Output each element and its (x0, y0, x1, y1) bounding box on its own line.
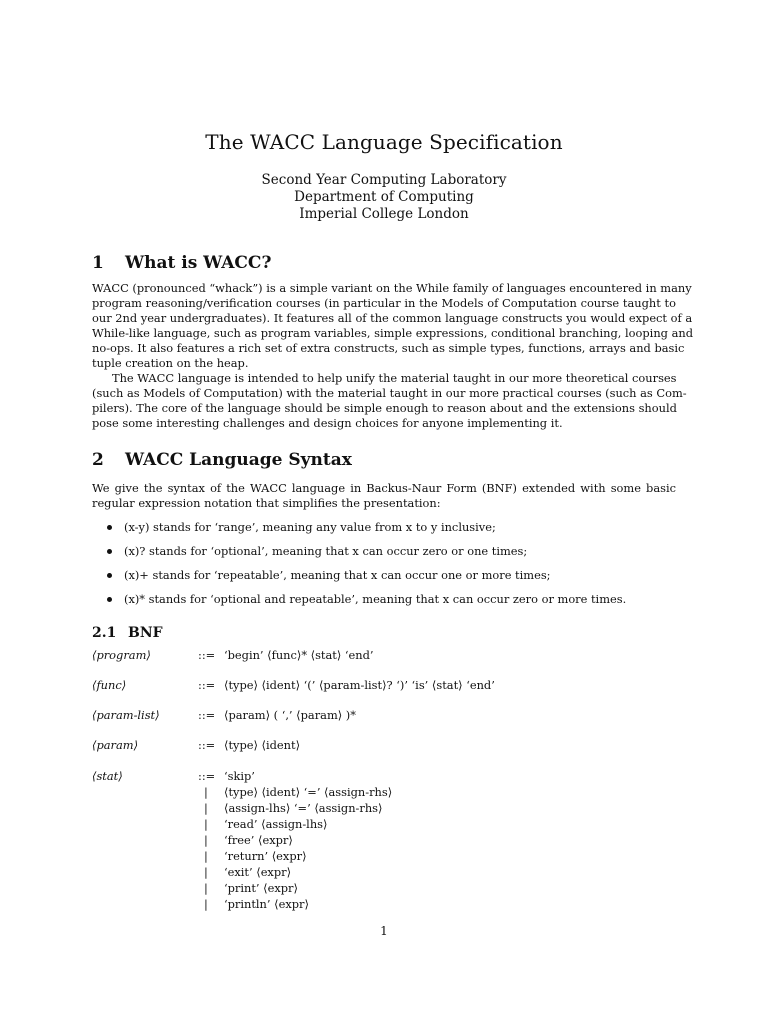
body-line: tuple creation on the heap. (92, 356, 249, 370)
bnf-definition-symbol: ::= (198, 648, 216, 662)
bullet-icon (107, 549, 112, 554)
list-item (107, 592, 687, 616)
bnf-nonterminal: ⟨stat⟩ (92, 769, 123, 783)
affiliation-line: Second Year Computing Laboratory (261, 172, 507, 188)
body-line: pose some interesting challenges and design choices for anyone implementing it. (92, 416, 563, 430)
bnf-production: ‘free’ ⟨expr⟩ (224, 833, 293, 847)
bnf-production: ⟨type⟩ ⟨ident⟩ ‘(’ ⟨param-list⟩? ‘)’ ‘is’ ⟨stat⟩ ‘end’ (224, 678, 495, 692)
bnf-bar: | (204, 897, 208, 911)
bnf-production: ‘read’ ⟨assign-lhs⟩ (224, 817, 328, 831)
subsection-title: BNF (128, 625, 163, 641)
list-item (107, 544, 687, 568)
section-title: WACC Language Syntax (125, 450, 352, 470)
section-1-body (92, 281, 693, 431)
bnf-bar: | (204, 849, 208, 863)
list-item (107, 568, 687, 592)
list-item-text: (x)* stands for ‘optional and repeatable’, meaning that x can occur zero or more times. (124, 592, 627, 606)
body-line: While-like language, such as program variables, simple expressions, conditional branching, looping and (92, 326, 693, 340)
bnf-nonterminal: ⟨param-list⟩ (92, 708, 160, 722)
affiliation-line: Imperial College London (299, 206, 469, 222)
bnf-production: ‘skip’ (224, 769, 255, 783)
section-title: What is WACC? (125, 253, 272, 273)
section-number: 1 (92, 253, 104, 273)
section-heading (92, 450, 352, 470)
body-line: pilers). The core of the language should be simple enough to reason about and the extensions should (92, 401, 677, 415)
bullet-icon (107, 525, 112, 530)
subsection-number: 2.1 (92, 625, 117, 641)
bnf-production: ⟨param⟩ ( ‘,’ ⟨param⟩ )* (224, 708, 356, 722)
notation-list (107, 520, 687, 616)
body-line: WACC (pronounced “whack”) is a simple variant on the While family of languages encountered in many (92, 281, 692, 295)
bnf-production: ⟨assign-lhs⟩ ‘=’ ⟨assign-rhs⟩ (224, 801, 383, 815)
bnf-production: ‘exit’ ⟨expr⟩ (224, 865, 292, 879)
subsection-heading (92, 625, 163, 641)
bnf-definition-symbol: ::= (198, 708, 216, 722)
list-item-text: (x-y) stands for ‘range’, meaning any value from x to y inclusive; (124, 520, 496, 534)
bnf-definition-symbol: ::= (198, 678, 216, 692)
bnf-production: ‘begin’ ⟨func⟩* ⟨stat⟩ ‘end’ (224, 648, 374, 662)
bnf-bar: | (204, 881, 208, 895)
section-2-body (92, 481, 676, 511)
bnf-production: ‘print’ ⟨expr⟩ (224, 881, 298, 895)
bnf-bar: | (204, 865, 208, 879)
bnf-production: ⟨type⟩ ⟨ident⟩ ‘=’ ⟨assign-rhs⟩ (224, 785, 393, 799)
bnf-bar: | (204, 817, 208, 831)
list-item-text: (x)+ stands for ‘repeatable’, meaning that x can occur one or more times; (124, 568, 551, 582)
bnf-bar: | (204, 801, 208, 815)
affiliation-line: Department of Computing (294, 189, 474, 205)
bnf-production: ⟨type⟩ ⟨ident⟩ (224, 738, 301, 752)
bullet-icon (107, 597, 112, 602)
section-number: 2 (92, 450, 104, 470)
body-line: (such as Models of Computation) with the material taught in our more practical courses (such as Com- (92, 386, 687, 400)
bnf-definition-symbol: ::= (198, 738, 216, 752)
bnf-nonterminal: ⟨program⟩ (92, 648, 151, 662)
bnf-production: ‘println’ ⟨expr⟩ (224, 897, 309, 911)
bnf-production: ‘return’ ⟨expr⟩ (224, 849, 307, 863)
bnf-nonterminal: ⟨param⟩ (92, 738, 139, 752)
body-line: We give the syntax of the WACC language in Backus-Naur Form (BNF) extended with some basic (92, 481, 676, 495)
list-item (107, 520, 687, 544)
body-line: our 2nd year undergraduates). It features all of the common language constructs you would expect of a (92, 311, 693, 325)
document-title: The WACC Language Specification (205, 130, 563, 154)
bnf-bar: | (204, 833, 208, 847)
page-number: 1 (380, 924, 388, 938)
affiliation-block (0, 172, 768, 223)
list-item-text: (x)? stands for ‘optional’, meaning that x can occur zero or one times; (124, 544, 528, 558)
bullet-icon (107, 573, 112, 578)
body-line: program reasoning/verification courses (in particular in the Models of Computation course taught to (92, 296, 676, 310)
bnf-definition-symbol: ::= (198, 769, 216, 783)
body-line: regular expression notation that simplifies the presentation: (92, 496, 441, 510)
section-heading (92, 253, 271, 273)
bnf-bar: | (204, 785, 208, 799)
body-line: no-ops. It also features a rich set of extra constructs, such as simple types, functions, arrays and basic (92, 341, 685, 355)
body-line: The WACC language is intended to help unify the material taught in our more theoretical courses (112, 371, 677, 385)
bnf-nonterminal: ⟨func⟩ (92, 678, 127, 692)
